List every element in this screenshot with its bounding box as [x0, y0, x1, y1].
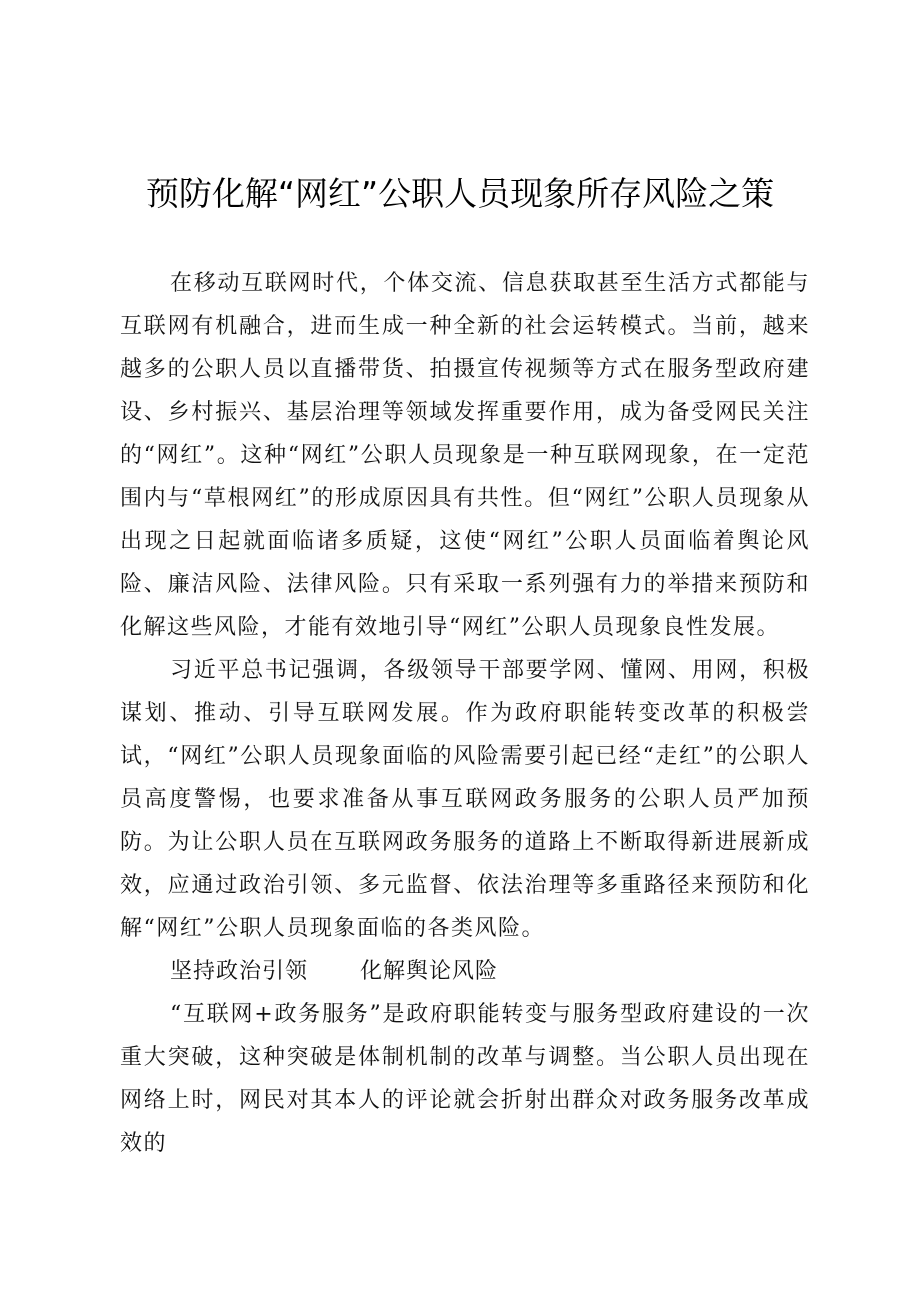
paragraph-intro: 在移动互联网时代，个体交流、信息获取甚至生活方式都能与互联网有机融合，进而生成一种全新的社会运转模式。当前，越来越多的公职人员以直播带货、拍摄宣传视频等方式在服务型政府建设、乡村振兴、基层治理等领域发挥重要作用，成为备受网民关注的“网红”。这种“网红”公职人员现象是一种互联网现象，在一定范围内与“草根网红”的形成原因具有共性。但“网红”公职人员现象从出现之日起就面临诸多质疑，这使“网红”公职人员面临着舆论风险、廉洁风险、法律风险。只有采取一系列强有力的举措来预防和化解这些风险，才能有效地引导“网红”公职人员现象良性发展。	[120, 271, 810, 640]
section-heading-right: 化解舆论风险	[360, 959, 499, 984]
document-title: 预防化解“网红”公职人员现象所存风险之策	[145, 174, 775, 213]
section-heading-left: 坚持政治引领	[170, 959, 309, 984]
paragraph-section-1: “互联网+政务服务”是政府职能转变与服务型政府建设的一次重大突破，这种突破是体制机制的改革与调整。当公职人员出现在网络上时，网民对其本人的评论就会折射出群众对政务服务改革成效的	[120, 1002, 810, 1156]
paragraph-context: 习近平总书记强调，各级领导干部要学网、懂网、用网，积极谋划、推动、引导互联网发展。作为政府职能转变改革的积极尝试，“网红”公职人员现象面临的风险需要引起已经“走红”的公职人员高度警惕，也要求准备从事互联网政务服务的公职人员严加预防。为让公职人员在互联网政务服务的道路上不断取得新进展新成效，应通过政治引领、多元监督、依法治理等多重路径来预防和化解“网红”公职人员现象面临的各类风险。	[120, 658, 810, 941]
document-body	[120, 262, 810, 1165]
section-heading	[120, 950, 810, 993]
